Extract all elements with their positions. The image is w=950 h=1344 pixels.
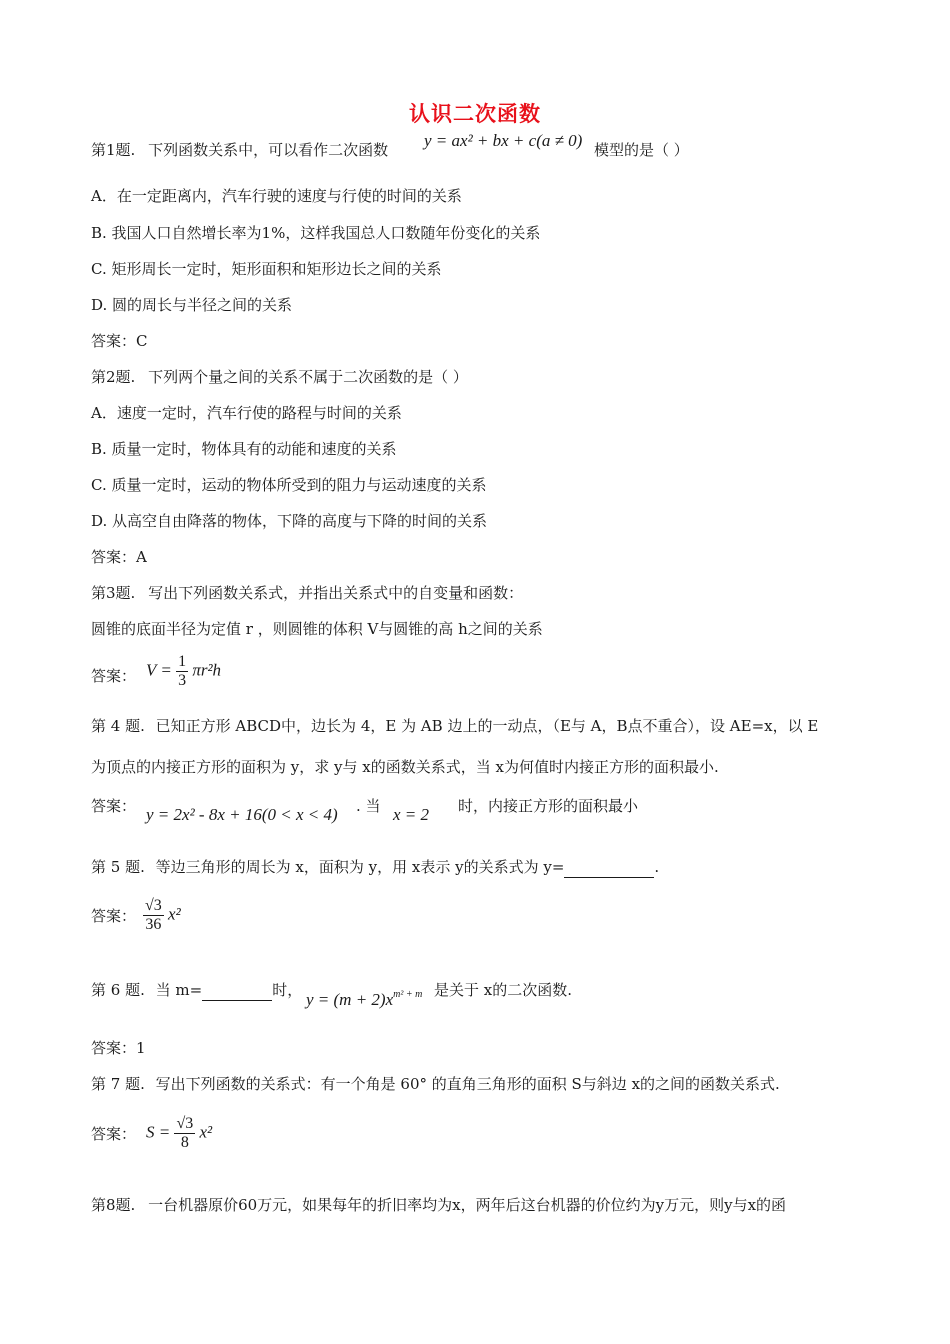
q7-fraction-denominator: 8 [180, 1134, 189, 1151]
q5-stem [91, 857, 659, 878]
q5-stem-end: . [654, 858, 660, 876]
q2-stem-text: 下列两个量之间的关系不属于二次函数的是（ ） [148, 368, 468, 386]
q1-answer: 答案：C [91, 332, 148, 350]
q5-stem-text: 等边三角形的周长为 x，面积为 y，用 x表示 y的关系式为 y= [155, 858, 565, 876]
q6-stem [91, 980, 302, 1001]
q8-stem-text: 一台机器原价60万元，如果每年的折旧率均为x，两年后这台机器的价位约为y万元，则y与x的函 [148, 1196, 787, 1214]
q5-answer-fraction [143, 897, 164, 934]
q3-answer-lhs: V = [146, 660, 172, 680]
q4-answer-formula: y = 2x² - 8x + 16(0 < x < 4) [146, 805, 338, 824]
q6-blank [202, 980, 272, 1001]
q7-answer-formula [146, 1115, 212, 1152]
q7-stem-text: 写出下列函数的关系式：有一个角是 60° 的直角三角形的面积 S与斜边 x的之间的函数关系式. [155, 1075, 780, 1093]
q7-stem [91, 1074, 780, 1094]
q6-stem-after: 是关于 x的二次函数. [434, 981, 572, 999]
q5-label: 第 5 题. [91, 858, 145, 876]
q3-answer-rhs: πr²h [192, 660, 222, 680]
q2-option-b: B. 质量一定时，物体具有的动能和速度的关系 [91, 440, 397, 458]
q5-fraction-denominator: 36 [145, 916, 162, 933]
q1-stem-after: 模型的是（ ） [594, 141, 689, 159]
q3-answer-formula [146, 653, 221, 690]
q4-answer-x: x = 2 [393, 805, 430, 824]
q6-stem-before: 当 m= [155, 981, 203, 999]
q4-stem-line2: 为顶点的内接正方形的面积为 y，求 y与 x的函数关系式，当 x为何值时内接正方形的面积最小. [91, 758, 719, 776]
q2-option-c: C. 质量一定时，运动的物体所受到的阻力与运动速度的关系 [91, 476, 487, 494]
q5-answer-formula [143, 897, 181, 934]
q7-answer-lhs: S = [146, 1122, 171, 1142]
q1-option-b: B. 我国人口自然增长率为1%，这样我国总人口数随年份变化的关系 [91, 224, 541, 242]
q1-stem [91, 140, 388, 160]
q2-option-a: A．速度一定时，汽车行使的路程与时间的关系 [91, 404, 402, 422]
q1-label: 第1题. [91, 141, 136, 159]
q4-answer-mid: . 当 [356, 797, 381, 815]
q5-fraction-numerator: √3 [145, 897, 162, 914]
q7-answer-rhs: x² [199, 1122, 213, 1142]
q3-fraction-denominator: 3 [178, 672, 187, 689]
q6-formula-base: y = (m + 2)x [306, 990, 394, 1009]
q4-answer-tail: 时，内接正方形的面积最小 [458, 797, 639, 815]
q2-option-d: D. 从高空自由降落的物体，下降的高度与下降的时间的关系 [91, 512, 488, 530]
q8-label: 第8题. [91, 1196, 136, 1214]
q5-answer-label: 答案： [91, 907, 137, 925]
q6-stem-mid: 时， [272, 981, 303, 999]
q5-answer-rhs: x² [168, 904, 181, 924]
q4-label: 第 4 题. [91, 717, 145, 735]
q1-option-d: D. 圆的周长与半径之间的关系 [91, 296, 293, 314]
q3-stem [91, 583, 523, 603]
q3-answer-label: 答案： [91, 667, 137, 685]
q4-stem-text-1: 已知正方形 ABCD中，边长为 4，E 为 AB 边上的一动点，（E与 A，B点不重合），设 AE=x，以 E [155, 717, 819, 735]
q6-formula [306, 989, 422, 1010]
q4-stem-line1 [91, 716, 818, 736]
q2-label: 第2题. [91, 368, 136, 386]
q7-label: 第 7 题. [91, 1075, 145, 1093]
q3-answer-fraction [176, 653, 188, 690]
q1-formula: y = ax² + bx + c(a ≠ 0) [424, 131, 583, 150]
q5-blank [564, 857, 654, 878]
q1-stem-before: 下列函数关系中，可以看作二次函数 [148, 141, 389, 159]
q7-fraction-numerator: √3 [176, 1115, 194, 1132]
q3-stem-text: 写出下列函数关系式，并指出关系式中的自变量和函数： [148, 584, 524, 602]
page-title: 认识二次函数 [409, 102, 541, 126]
q2-stem [91, 367, 468, 387]
q4-answer-label: 答案： [91, 797, 137, 815]
q3-stem-2: 圆锥的底面半径为定值 r ，则圆锥的体积 V与圆锥的高 h之间的关系 [91, 620, 543, 638]
q6-answer: 答案：1 [91, 1039, 146, 1057]
q1-option-c: C. 矩形周长一定时，矩形面积和矩形边长之间的关系 [91, 260, 442, 278]
q2-answer: 答案：A [91, 548, 147, 566]
q3-label: 第3题. [91, 584, 136, 602]
q1-option-a: A．在一定距离内，汽车行驶的速度与行使的时间的关系 [91, 187, 462, 205]
q6-label: 第 6 题. [91, 981, 145, 999]
q8-stem [91, 1195, 786, 1215]
q7-answer-label: 答案： [91, 1125, 137, 1143]
q7-answer-fraction [174, 1115, 195, 1152]
q3-fraction-numerator: 1 [178, 653, 187, 670]
q6-formula-exponent: m² + m [393, 989, 423, 1000]
